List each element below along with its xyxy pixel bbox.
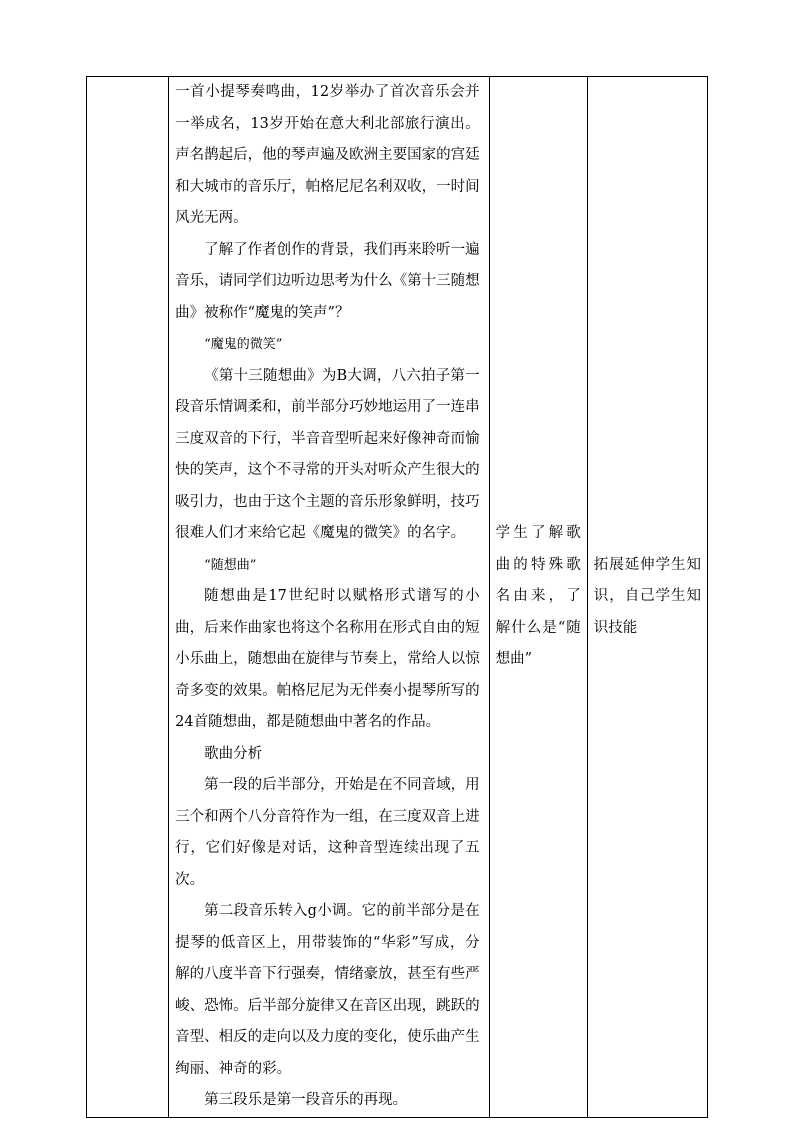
paragraph-listening-question: 了解了作者创作的背景，我们再来聆听一遍音乐，请同学们边听边思考为什么《第十三随想曲》被称作“魔鬼的笑声”？ [175, 241, 480, 321]
paragraph-section-one: 第一段的后半部分，开始是在不同音域，用三个和两个八分音符作为一组，在三度双音上进行，它们好像是对话，这种音型连续出现了五次。 [175, 777, 480, 888]
student-activity-cell [489, 77, 587, 1118]
paragraph-capriccio: 随想曲是17世纪时以赋格形式谱写的小曲，后来作曲家也将这个名称用在形式自由的短小乐曲上，随想曲在旋律与节奏上，常给人以惊奇多变的效果。帕格尼尼为无伴奏小提琴所写的24首随想曲，都是随想曲中著名的作品。 [175, 588, 480, 730]
subheading-capriccio: “随想曲” [204, 557, 257, 573]
design-intent-text: 拓展延伸学生知识，自己学生知识技能 [593, 556, 701, 636]
teaching-content-cell [169, 77, 490, 1118]
paragraph-section-three: 第三段乐是第一段音乐的再现。 [204, 1092, 408, 1108]
paragraph-background: 一首小提琴奏鸣曲，12岁举办了首次音乐会并一举成名，13岁开始在意大利北部旅行演出。声名鹊起后，他的琴声遍及欧洲主要国家的宫廷和大城市的音乐厅，帕格尼尼名利双收，一时间风光无两。 [175, 84, 480, 226]
subheading-devil-smile: “魔鬼的微笑” [204, 337, 283, 352]
paragraph-section-two: 第二段音乐转入g小调。它的前半部分是在提琴的低音区上，用带装饰的“华彩”写成，分解的八度半音下行强奏，情绪豪放，甚至有些严峻、恐怖。后半部分旋律又在音区出现，跳跃的音型、相反的走向以及力度的变化，使乐曲产生绚丽、神奇的彩。 [175, 903, 480, 1077]
table-row [87, 77, 708, 1118]
blank-cell [87, 77, 169, 1118]
design-intent-cell [587, 77, 707, 1118]
student-activity-text: 学生了解歌曲的特殊歌名由来，了解什么是“随想曲” [495, 525, 581, 667]
lesson-plan-table [86, 76, 708, 1118]
paragraph-devil-smile: 《第十三随想曲》为B大调，八六拍子第一段音乐情调柔和，前半部分巧妙地运用了一连串三度双音的下行，半音音型听起来好像神奇而愉快的笑声，这个不寻常的开头对听众产生很大的吸引力，也由于这个主题的音乐形象鲜明，技巧很难人们才来给它起《魔鬼的微笑》的名字。 [175, 367, 480, 541]
subheading-song-analysis: 歌曲分析 [204, 745, 263, 762]
